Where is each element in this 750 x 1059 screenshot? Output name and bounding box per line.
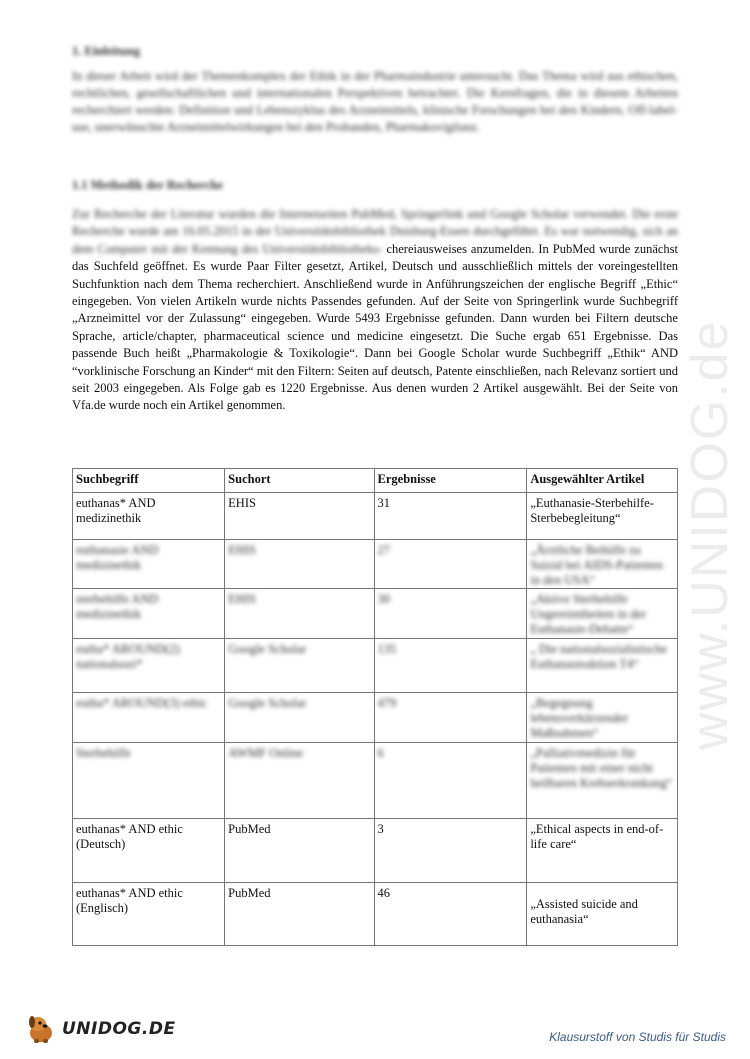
table-row: [73, 639, 678, 693]
section-heading-introduction: 1. Einleitung: [72, 44, 141, 58]
row-results: 479: [374, 693, 527, 743]
row-search-term: Sterbehilfe: [73, 743, 225, 819]
row-search-place: EHIS: [225, 589, 374, 639]
table-row: [73, 693, 678, 743]
methodology-blurred-text: Zur Recherche der Literatur wurden die Internetseiten PubMed, Springerlink und Google Scholar verwendet. Die erste Recherche wurde am 16.05.2015 in der Universitätsbibliothek Duisburg-Essen durchgeführt. Es war notwendig, sich an dem Computer mit der Kennung des Universitätsbibliotheks-: [72, 207, 678, 256]
watermark-text: www.UNIDOG.de: [681, 319, 739, 750]
row-search-term: euthanasie AND medizinethik: [73, 540, 225, 589]
header-selected-article: Ausgewählter Artikel: [527, 469, 678, 493]
row-results: 31: [374, 493, 527, 540]
row-search-term: euthanas* AND ethic (Englisch): [73, 883, 225, 946]
row-search-term: euthanas* AND medizinethik: [73, 493, 225, 540]
table-row: [73, 819, 678, 883]
section-heading-methodology: 1.1 Methodik der Recherche: [72, 178, 223, 192]
row-selected-article: „Assisted suicide and euthanasia“: [527, 883, 678, 946]
row-search-term: eutha* AROUND(2) nationalsozi*: [73, 639, 225, 693]
row-search-place: EHIS: [225, 493, 374, 540]
search-results-table: [72, 468, 678, 946]
table-row: [73, 540, 678, 589]
table-row: [73, 743, 678, 819]
dog-icon: [24, 1012, 58, 1046]
row-selected-article: „ Die nationalsozialistische Euthanasieaktion T4“: [527, 639, 678, 693]
methodology-clear-text: chereiausweises anzumelden. In PubMed wurde zunächst das Suchfeld geöffnet. Es wurde Paar Filter gesetzt, Artikel, Deutsch und ausschließlich mittels der voreingestellten Suchfunktion nach dem Thema recherchiert. Anschließend wurde in Anführungszeichen der englische Begriff „Ethic“ eingegeben. Von vielen Artikeln wurde nichts Passendes gefunden. Auf der Seite von Springerlink wurde Suchbegriff „Arzneimittel vor der Zulassung“ eingegeben. Wurde 5493 Ergebnisse gefunden. Dann wurden bei Filtern deutsche Sprache, article/chapter, pharmaceutical science und medicine eingesetzt. Die Suche ergab 651 Ergebnisse. Das passende Buch heißt „Pharmakologie & Toxikologie“. Dann bei Google Scholar wurde Suchbegriff „Ethik“ AND “vorklinische Forschung an Kinder“ mit den Filtern: Seiten auf deutsch, Patente einschließen, nach Relevanz sortiert und seit 2003 eingegeben. Als Folge gab es 1220 Ergebnisse. Aus denen wurden 2 Artikel ausgewählt. Bei der Seite von Vfa.de wurde noch ein Artikel genommen.: [72, 241, 679, 413]
row-search-place: Google Scholar: [225, 639, 374, 693]
introduction-paragraph: In dieser Arbeit wird der Themenkomplex der Ethik in der Pharmaindustrie untersucht. Das Thema wird aus ethischen, rechtlichen, gesellschaftlichen und internationalen Perspektiven betrachtet. Die Kernfragen, die in diesem Arbeiten recherchiert werden: Definition und Lebenszyklus des Arzneimittels, klinische Forschungen bei den Kindern, Off-label-use, unerwünschte Arzneimittelwirkungen bei den Probanden, Pharmakovigilanz.: [72, 69, 678, 134]
table-header-row: [73, 469, 678, 493]
row-results: 6: [374, 743, 527, 819]
header-search-term: Suchbegriff: [73, 469, 225, 493]
methodology-paragraph: [72, 206, 678, 415]
table-row: [73, 589, 678, 639]
header-results: Ergebnisse: [374, 469, 527, 493]
row-selected-article: „Aktive Sterbehilfe Ungereimtheiten in der Euthanasie-Debatte“: [527, 589, 678, 639]
table-row: [73, 493, 678, 540]
row-selected-article: „Ethical aspects in end-of-life care“: [527, 819, 678, 883]
row-search-term: sterbehilfe AND medizinethik: [73, 589, 225, 639]
row-search-place: AWMF Online: [225, 743, 374, 819]
row-search-place: PubMed: [225, 883, 374, 946]
row-results: 30: [374, 589, 527, 639]
row-results: 27: [374, 540, 527, 589]
row-selected-article: „Begegnung lebensverkürzender Maßnahmen“: [527, 693, 678, 743]
row-results: 3: [374, 819, 527, 883]
row-search-term: eutha* AROUND(3) ethic: [73, 693, 225, 743]
row-results: 46: [374, 883, 527, 946]
row-selected-article: „Ärztliche Beihilfe zu Suizid bei AIDS-Patienten in den USA“: [527, 540, 678, 589]
row-search-place: EHIS: [225, 540, 374, 589]
row-search-term: euthanas* AND ethic (Deutsch): [73, 819, 225, 883]
row-selected-article: „Palliativmedizin für Patienten mit einer nicht heilbaren Krebserkrankung“: [527, 743, 678, 819]
table-row: [73, 883, 678, 946]
row-search-place: PubMed: [225, 819, 374, 883]
row-results: 135: [374, 639, 527, 693]
row-selected-article: „Euthanasie-Sterbehilfe-Sterbebegleitung“: [527, 493, 678, 540]
row-search-place: Google Scholar: [225, 693, 374, 743]
header-search-place: Suchort: [225, 469, 374, 493]
unidog-logo: [24, 1012, 176, 1046]
logo-text: UNIDOG.DE: [62, 1019, 176, 1039]
footer-slogan: Klausurstoff von Studis für Studis: [549, 1030, 726, 1044]
